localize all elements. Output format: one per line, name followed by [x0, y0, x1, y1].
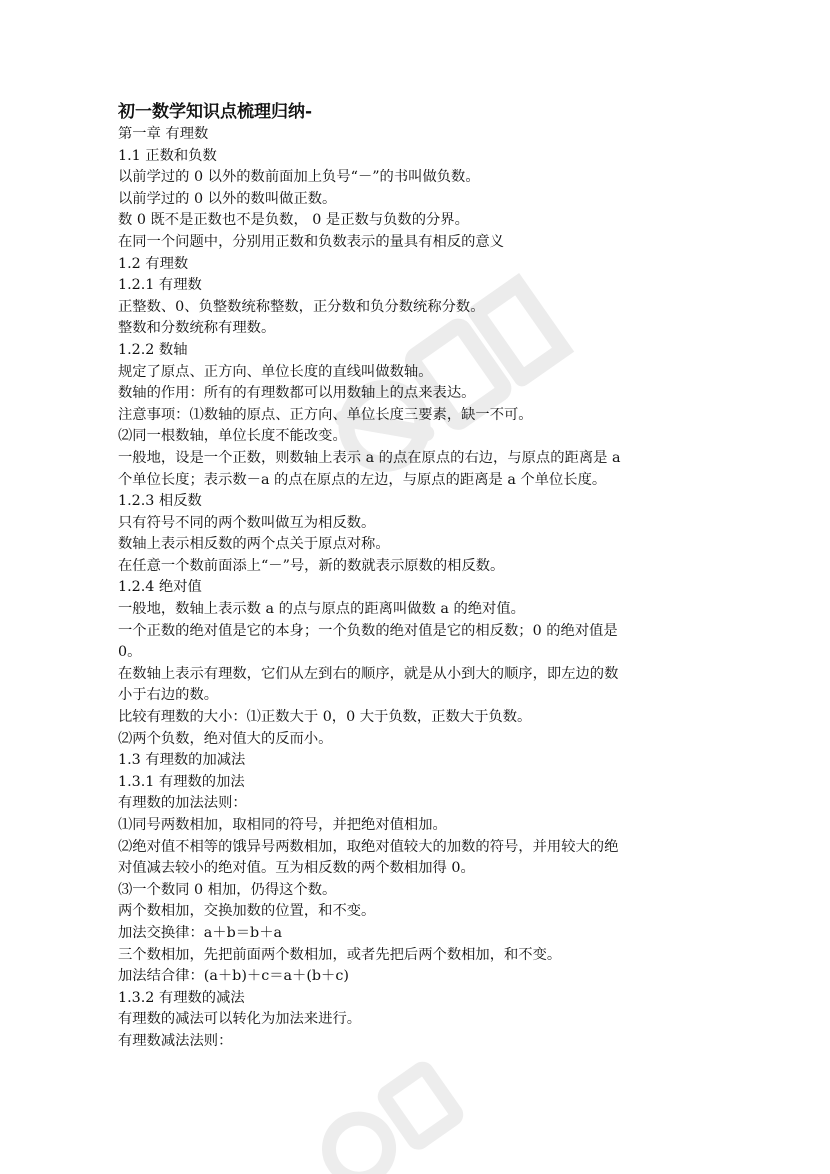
text-line: 有理数的加法法则： — [118, 795, 247, 812]
text-line: 正整数、0、负整数统称整数，正分数和负分数统称分数。 — [118, 298, 485, 315]
text-line: 对值减去较小的绝对值。互为相反数的两个数相加得 0。 — [118, 860, 475, 877]
text-line: 在同一个问题中，分别用正数和负数表示的量具有相反的意义 — [118, 233, 505, 250]
text-line: 小于右边的数。 — [118, 687, 219, 704]
text-line: 在任意一个数前面添上“－”号，新的数就表示原数的相反数。 — [118, 557, 505, 574]
text-line: 一般地，设是一个正数，则数轴上表示 a 的点在原点的右边，与原点的距离是 a — [118, 449, 621, 466]
text-lines — [118, 124, 718, 1053]
text-line: 有理数的减法可以转化为加法来进行。 — [118, 1011, 362, 1028]
text-line: 一般地，数轴上表示数 a 的点与原点的距离叫做数 a 的绝对值。 — [118, 601, 525, 618]
document-body — [118, 100, 718, 1053]
text-line: 只有符号不同的两个数叫做互为相反数。 — [118, 514, 376, 531]
text-line: 以前学过的 0 以外的数叫做正数。 — [118, 190, 337, 207]
text-line: 1.2.3 相反数 — [118, 493, 202, 510]
text-line: 1.3 有理数的加减法 — [118, 752, 246, 769]
text-line: 1.3.2 有理数的减法 — [118, 989, 245, 1006]
text-line: 个单位长度；表示数－a 的点在原点的左边，与原点的距离是 a 个单位长度。 — [118, 471, 607, 488]
text-line: 第一章 有理数 — [118, 126, 209, 142]
text-line: 一个正数的绝对值是它的本身；一个负数的绝对值是它的相反数；0 的绝对值是 — [118, 622, 618, 639]
text-line: 在数轴上表示有理数，它们从左到右的顺序，就是从小到大的顺序，即左边的数 — [118, 665, 619, 682]
text-line: 数 0 既不是正数也不是负数， 0 是正数与负数的分界。 — [118, 212, 469, 229]
text-line: 规定了原点、正方向、单位长度的直线叫做数轴。 — [118, 363, 433, 380]
text-line: 0。 — [118, 644, 142, 661]
text-line: 有理数减法法则： — [118, 1032, 233, 1049]
text-line: 1.2.4 绝对值 — [118, 579, 202, 596]
text-line: 数轴上表示相反数的两个点关于原点对称。 — [118, 536, 390, 553]
text-line: ⑶一个数同 0 相加，仍得这个数。 — [118, 881, 337, 898]
text-line: 1.2.2 数轴 — [118, 341, 188, 358]
text-line: 三个数相加，先把前面两个数相加，或者先把后两个数相加，和不变。 — [118, 946, 562, 963]
text-line: 注意事项：⑴数轴的原点、正方向、单位长度三要素，缺一不可。 — [118, 406, 533, 423]
document-title: 初一数学知识点梳理归纳- — [118, 102, 313, 122]
text-line: 整数和分数统称有理数。 — [118, 320, 276, 337]
text-line: 1.2 有理数 — [118, 255, 189, 272]
text-line: ⑵绝对值不相等的饿异号两数相加，取绝对值较大的加数的符号，并用较大的绝 — [118, 838, 619, 855]
text-line: 数轴的作用：所有的有理数都可以用数轴上的点来表达。 — [118, 385, 476, 402]
text-line: ⑵同一根数轴，单位长度不能改变。 — [118, 428, 347, 445]
text-line: 1.3.1 有理数的加法 — [118, 773, 245, 790]
text-line: ⑴同号两数相加，取相同的符号，并把绝对值相加。 — [118, 817, 447, 833]
text-line: 两个数相加，交换加数的位置，和不变。 — [118, 903, 376, 920]
text-line: 比较有理数的大小：⑴正数大于 0，0 大于负数，正数大于负数。 — [118, 709, 532, 726]
text-line: 1.2.1 有理数 — [118, 277, 202, 294]
text-line: 以前学过的 0 以外的数前面加上负号“－”的书叫做负数。 — [118, 169, 480, 186]
text-line: ⑵两个负数，绝对值大的反而小。 — [118, 730, 333, 747]
watermark-logo-bottom — [300, 1060, 500, 1174]
text-line: 加法结合律：(a＋b)＋c＝a＋(b＋c) — [118, 968, 349, 985]
text-line: 1.1 正数和负数 — [118, 147, 217, 164]
text-line: 加法交换律：a＋b＝b＋a — [118, 924, 283, 941]
